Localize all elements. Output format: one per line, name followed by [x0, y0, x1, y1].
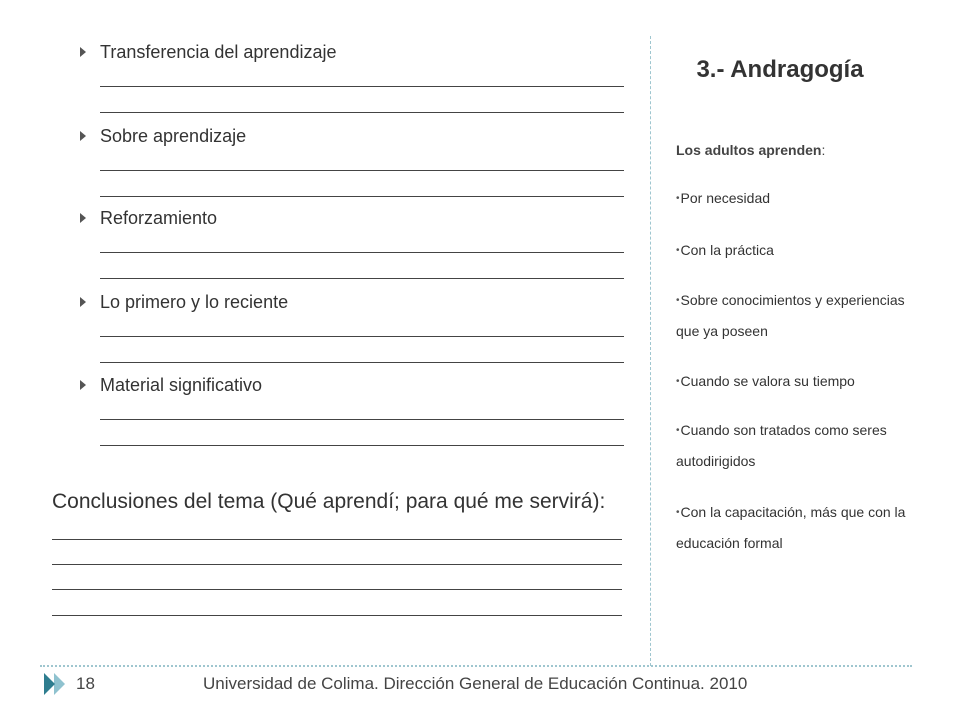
conclusions-line: [52, 564, 622, 565]
list-item-text: Cuando son tratados como seres autodirigidos: [676, 422, 887, 469]
fill-in-line: [100, 170, 624, 171]
subtitle-colon: :: [821, 142, 826, 158]
list-item-text: Por necesidad: [680, 190, 771, 206]
list-item: [676, 235, 916, 266]
list-item-text: Con la capacitación, más que con la educación formal: [676, 504, 906, 551]
dot-bullet-icon: •: [676, 425, 680, 436]
bullet-item-lo-primero: [76, 290, 626, 314]
triangle-bullet-icon: [80, 131, 86, 141]
bullet-label: Lo primero y lo reciente: [100, 292, 289, 312]
list-item-text: Cuando se valora su tiempo: [680, 373, 855, 389]
fill-in-line: [100, 196, 624, 197]
dot-bullet-icon: •: [676, 376, 680, 387]
footer-arrow-icon: [54, 673, 65, 695]
subtitle-text: Los adultos aprenden: [676, 142, 822, 158]
bullet-item-transferencia: [76, 40, 626, 64]
conclusions-title: Conclusiones del tema (Qué aprendí; para qué me servirá):: [52, 490, 606, 513]
bullet-item-material-significativo: [76, 373, 626, 397]
triangle-bullet-icon: [80, 213, 86, 223]
bullet-item-sobre-aprendizaje: [76, 124, 626, 148]
triangle-bullet-icon: [80, 297, 86, 307]
bullet-label: Reforzamiento: [100, 208, 218, 228]
fill-in-line: [100, 362, 624, 363]
list-item: [676, 285, 916, 347]
list-item: [676, 183, 916, 214]
page-number: 18: [76, 674, 95, 693]
column-divider: [650, 36, 651, 666]
fill-in-line: [100, 419, 624, 420]
fill-in-line: [100, 278, 624, 279]
fill-in-line: [100, 86, 624, 87]
fill-in-line: [100, 252, 624, 253]
triangle-bullet-icon: [80, 380, 86, 390]
list-item: [676, 497, 916, 559]
bullet-label: Transferencia del aprendizaje: [100, 42, 337, 62]
footer-text: Universidad de Colima. Dirección General de Educación Continua. 2010: [203, 674, 748, 693]
bullet-item-reforzamiento: [76, 206, 626, 230]
list-item: [676, 366, 916, 397]
list-item-text: Sobre conocimientos y experiencias que ya poseen: [676, 292, 905, 339]
footer-arrow-icon: [44, 673, 55, 695]
bullet-label: Material significativo: [100, 375, 263, 395]
footer-divider: [40, 665, 912, 667]
dot-bullet-icon: •: [676, 295, 680, 306]
list-item: [676, 415, 916, 477]
bullet-label: Sobre aprendizaje: [100, 126, 247, 146]
fill-in-line: [100, 112, 624, 113]
conclusions-line: [52, 615, 622, 616]
section-subtitle: [676, 140, 825, 160]
dot-bullet-icon: •: [676, 507, 680, 518]
conclusions-line: [52, 589, 622, 590]
dot-bullet-icon: •: [676, 193, 680, 204]
conclusions-line: [52, 539, 622, 540]
fill-in-line: [100, 445, 624, 446]
fill-in-line: [100, 336, 624, 337]
triangle-bullet-icon: [80, 47, 86, 57]
dot-bullet-icon: •: [676, 245, 680, 256]
section-title: 3.- Andragogía: [696, 56, 864, 83]
list-item-text: Con la práctica: [680, 242, 774, 258]
